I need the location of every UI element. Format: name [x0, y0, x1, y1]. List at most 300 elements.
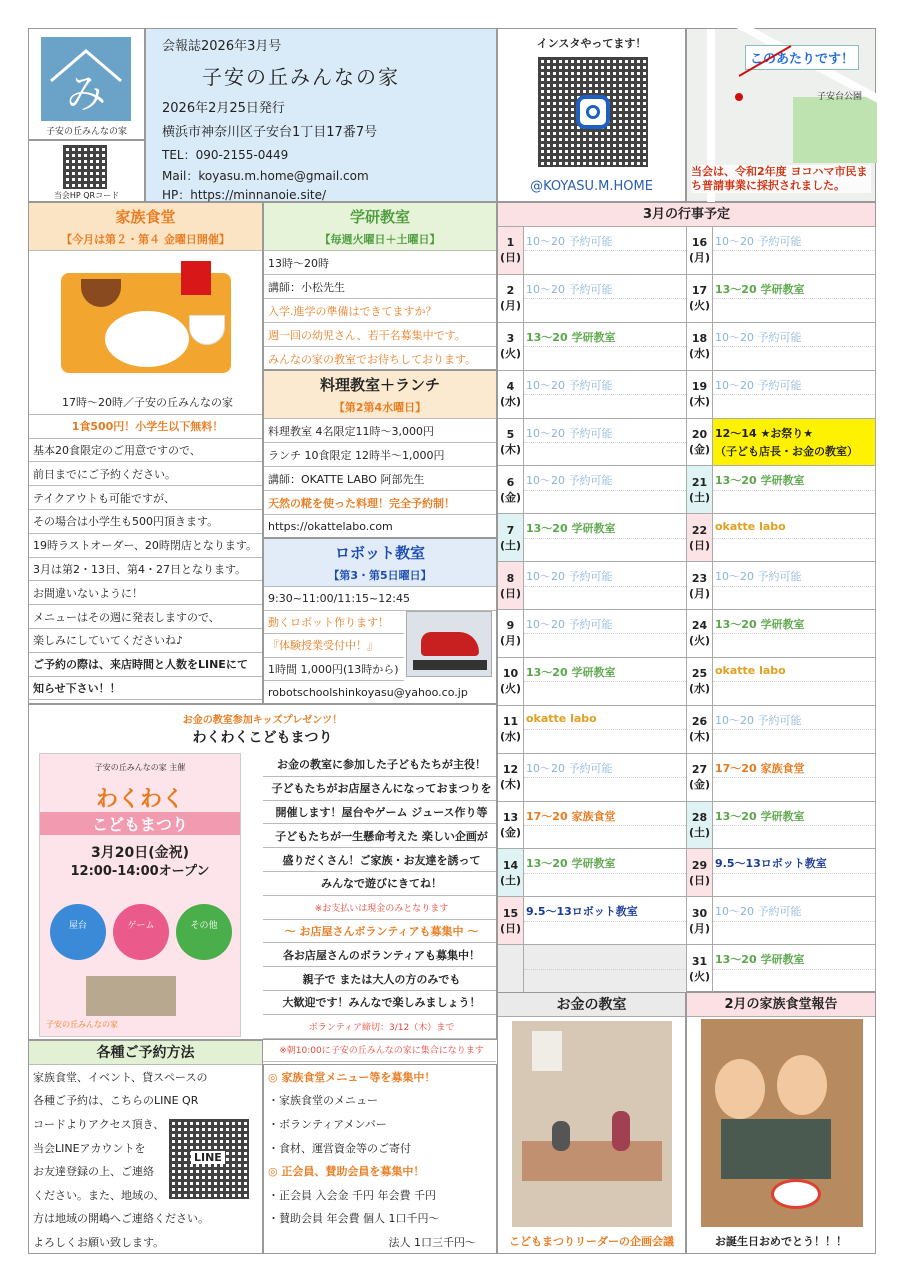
gakken-title: 学研教室 — [264, 203, 496, 231]
poster-circle-stall: 屋台 — [50, 904, 106, 960]
weekday: (木) — [688, 395, 711, 409]
weekday: (土) — [499, 538, 522, 552]
calendar-event: 13～20 学研教室 — [715, 282, 805, 296]
poster-date: 3月20日(金祝) — [90, 845, 190, 861]
date-number: 12 — [502, 763, 519, 777]
calendar-day-29 — [687, 849, 876, 897]
yoyaku-section — [28, 1040, 263, 1254]
date-number: 30 — [691, 906, 708, 920]
report-caption: お誕生日おめでとう！！！ — [715, 1235, 847, 1248]
okane-photo — [512, 1021, 672, 1227]
calendar-day-24 — [687, 610, 876, 658]
issue-label: 会報誌2026年3月号 — [162, 39, 282, 54]
org-title: 子安の丘みんなの家 — [202, 65, 400, 89]
calendar-event: 10～20 予約可能 — [715, 570, 802, 584]
calendar-date — [498, 227, 524, 274]
calendar-day-11 — [498, 706, 687, 754]
row-divider — [713, 681, 875, 682]
text-line: 盛りだくさん！ご家族・お友達を誘って — [263, 848, 496, 872]
weekday: (水) — [499, 395, 522, 409]
calendar-day-8 — [498, 562, 687, 610]
calendar-day-2 — [498, 275, 687, 323]
weekday: (金) — [499, 490, 522, 504]
weekday: (火) — [688, 969, 711, 983]
calendar-day-3 — [498, 323, 687, 371]
calendar-day-16 — [687, 227, 876, 275]
poster-org: 子安の丘みんなの家 主催 — [94, 763, 186, 772]
text-line: 法人 1口三千円～ — [388, 1235, 476, 1249]
calendar-date — [687, 706, 713, 753]
calendar-day-28 — [687, 802, 876, 850]
poster-circle-game: ゲーム — [113, 904, 169, 960]
row-divider — [524, 873, 686, 874]
calendar-date — [687, 371, 713, 418]
calendar-event: 9.5～13ロボット教室 — [526, 905, 638, 919]
plate-icon — [105, 311, 189, 367]
date-number: 24 — [691, 619, 708, 633]
calendar-day-5 — [498, 419, 687, 467]
date-number: 23 — [691, 571, 708, 585]
report-section — [686, 992, 876, 1254]
calendar-event-sub: （子ども店長・お金の教室） — [715, 444, 858, 458]
date-number: 8 — [506, 571, 515, 585]
calendar-event: 10～20 予約可能 — [715, 235, 802, 248]
text-line: 料理教室 4名限定11時～3,000円 — [264, 419, 496, 443]
calendar-event: 10～20 予約可能 — [526, 618, 613, 631]
text-line: 開催します！屋台やゲーム ジュース作り等 — [263, 801, 496, 825]
row-divider — [713, 250, 875, 251]
weekday: (火) — [688, 634, 711, 648]
okane-title: お金の教室 — [498, 993, 685, 1017]
weekday: (土) — [499, 873, 522, 887]
date-number: 4 — [506, 380, 515, 394]
weekday: (月) — [688, 921, 711, 935]
text-line: 子どもたちが一生懸命考えた 楽しい企画が — [263, 824, 496, 848]
text-line: 1食500円！小学生以下無料！ — [29, 415, 262, 439]
date-number: 17 — [691, 284, 708, 298]
row-divider — [524, 681, 686, 682]
date-number: 2 — [506, 284, 515, 298]
calendar-date — [498, 419, 524, 466]
map-park-area — [793, 97, 877, 163]
kazoku-title: 家族食堂 — [29, 203, 262, 231]
svg-text:み: み — [66, 71, 106, 117]
row-divider — [524, 633, 686, 634]
text-line: コードよりアクセス頂き、 — [33, 1117, 165, 1131]
date-number: 11 — [502, 715, 519, 729]
date-number: 29 — [691, 858, 708, 872]
weekday: (日) — [499, 586, 522, 600]
row-divider — [524, 586, 686, 587]
text-line: ボランティア締切：3/12（木）まで — [263, 1015, 496, 1039]
date-number: 18 — [691, 332, 708, 346]
row-divider — [713, 969, 875, 970]
text-line[interactable]: robotschoolshinkoyasu@yahoo.co.jp — [264, 681, 496, 705]
row-divider — [713, 394, 875, 395]
calendar-day-14 — [498, 849, 687, 897]
calendar-day-13 — [498, 802, 687, 850]
text-line: ～ お店屋さんボランティアも募集中 ～ — [263, 920, 496, 944]
calendar-date — [687, 466, 713, 513]
weekday: (木) — [688, 730, 711, 744]
row-divider — [713, 346, 875, 347]
date-number: 6 — [506, 475, 515, 489]
row-divider — [713, 729, 875, 730]
row-divider — [524, 969, 686, 970]
weekday: (水) — [688, 347, 711, 361]
text-line: 週一回の幼児さん、若干名募集中です。 — [264, 323, 496, 347]
text-line: https://okattelabo.com — [264, 515, 496, 539]
calendar-day-19 — [687, 371, 876, 419]
address: 横浜市神奈川区子安台1丁目17番7号 — [162, 125, 378, 140]
birthday-cake-icon — [771, 1179, 821, 1209]
poster-title2: こどもまつり — [40, 812, 240, 835]
calendar-day-15 — [498, 897, 687, 945]
calendar-event: 10～20 予約可能 — [526, 474, 613, 488]
text-line: 13時～20時 — [264, 251, 496, 275]
kazoku-section — [28, 202, 263, 704]
row-divider — [524, 346, 686, 347]
calendar-event: 13～20 学研教室 — [526, 665, 616, 679]
calendar-day-9 — [498, 610, 687, 658]
calendar-event: okatte labo — [526, 711, 597, 725]
date-number: 13 — [502, 810, 519, 824]
text-line: 『体験授業受付中！』 — [264, 634, 404, 658]
weekday: (火) — [688, 299, 711, 313]
text-line: ご予約の際は、来店時間と人数をLINEにて — [29, 653, 262, 677]
weekday: (木) — [499, 442, 522, 456]
okane-caption: こどもまつりリーダーの企画会議 — [509, 1235, 674, 1248]
weekday: (金) — [688, 442, 711, 456]
weekday: (土) — [688, 490, 711, 504]
ryouri-title: 料理教室＋ランチ — [264, 371, 496, 399]
hp-qr-caption: 当会HP QRコード — [53, 191, 120, 200]
calendar-event: 10～20 予約可能 — [526, 761, 613, 775]
text-line: 3月は第2・13日、第4・27日となります。 — [29, 558, 262, 582]
calendar-event: 13～20 学研教室 — [715, 474, 805, 488]
text-line: その場合は小学生も500円頂きます。 — [29, 510, 262, 534]
calendar-day-7 — [498, 514, 687, 562]
calendar-date — [498, 610, 524, 657]
text-line: 19時ラストオーダー、20時閉店となります。 — [29, 534, 262, 558]
text-line: 楽しみにしていてくださいね♪ — [29, 629, 262, 653]
calendar-event: 12～14 ★お祭り★ — [715, 426, 814, 440]
date-number: 28 — [691, 810, 708, 824]
text-line: 大歓迎です！みんなで楽しみましょう！ — [263, 991, 496, 1015]
text-line: 親子で または大人の方のみでも — [263, 967, 496, 991]
weekday: (土) — [688, 825, 711, 839]
calendar-event: 13～20 学研教室 — [715, 809, 805, 823]
calendar-date — [498, 562, 524, 609]
calendar-event: 9.5～13ロボット教室 — [715, 857, 827, 871]
map-park-label: 子安台公園 — [817, 92, 863, 102]
text-line: 天然の糀を使った料理！完全予約制！ — [264, 491, 496, 515]
robot-section — [263, 538, 497, 704]
hp-qr-code[interactable] — [63, 145, 107, 189]
calendar-date — [687, 945, 713, 992]
calendar-day-12 — [498, 754, 687, 802]
calendar-event: 13～20 学研教室 — [526, 330, 616, 344]
date-number: 31 — [691, 954, 708, 968]
calendar-title: 3月の行事予定 — [498, 203, 875, 227]
calendar-event: 13～20 学研教室 — [526, 522, 616, 536]
calendar-date — [498, 658, 524, 705]
text-line: 17時～20時／子安の丘みんなの家 — [29, 391, 262, 415]
calendar-day-17 — [687, 275, 876, 323]
calendar-event: 10～20 予約可能 — [715, 378, 802, 392]
calendar-date — [687, 658, 713, 705]
hp-qr-block — [28, 140, 145, 202]
calendar-event: 10～20 予約可能 — [715, 905, 802, 919]
calendar-day-6 — [498, 466, 687, 514]
text-line: 方は地域の開嶋へご連絡ください。 — [33, 1212, 209, 1226]
calendar-event: 17～20 家族食堂 — [526, 809, 616, 823]
robot-subtitle: 【第3・第5日曜日】 — [264, 567, 496, 587]
calendar-day-23 — [687, 562, 876, 610]
weekday: (水) — [688, 682, 711, 696]
curry-bowl-icon — [81, 279, 121, 307]
robot-title: ロボット教室 — [264, 539, 496, 567]
matsuri-poster — [39, 753, 241, 1037]
calendar-date — [687, 323, 713, 370]
row-divider — [713, 298, 875, 299]
weekday: (月) — [688, 586, 711, 600]
calendar-day-10 — [498, 658, 687, 706]
date-number: 14 — [502, 858, 519, 872]
text-line: 子どもたちがお店屋さんになっておまつりを — [263, 777, 496, 801]
map-callout: このあたりです！ — [745, 45, 859, 70]
calendar-event: 10～20 予約可能 — [526, 570, 613, 584]
weekday: (水) — [499, 730, 522, 744]
calendar-day-21 — [687, 466, 876, 514]
calendar-section — [497, 202, 876, 992]
row-divider — [713, 825, 875, 826]
ryouri-section — [263, 370, 497, 538]
text-line: ください。また、地域の、 — [33, 1188, 165, 1202]
weekday: (月) — [688, 251, 711, 265]
weekday: (月) — [499, 299, 522, 313]
insta-title: インスタやってます！ — [536, 37, 647, 50]
text-line: 前日までにご予約ください。 — [29, 462, 262, 486]
row-divider — [524, 442, 686, 443]
weekday: (日) — [499, 921, 522, 935]
row-divider — [713, 586, 875, 587]
gakken-section — [263, 202, 497, 370]
date-number: 16 — [691, 236, 708, 250]
date-number: 19 — [691, 380, 708, 394]
row-divider — [713, 490, 875, 491]
row-divider — [713, 538, 875, 539]
text-line: 当会LINEアカウントを — [33, 1141, 146, 1155]
poster-circle-other: その他 — [176, 904, 232, 960]
map-block — [686, 28, 876, 202]
calendar-event: 10～20 予約可能 — [526, 426, 613, 440]
mail[interactable]: Mail：koyasu.m.home@gmail.com — [162, 169, 369, 183]
row-divider — [713, 633, 875, 634]
text-line: ◎ 正会員、賛助会員を募集中！ — [268, 1165, 425, 1179]
calendar-date — [498, 514, 524, 561]
date-number: 20 — [691, 427, 708, 441]
calendar-day-18 — [687, 323, 876, 371]
text-line: 知らせ下さい！！ — [29, 677, 262, 701]
text-line: 基本20食限定のご用意ですので、 — [29, 439, 262, 463]
text-line: 各お店屋さんのボランティアも募集中！ — [263, 943, 496, 967]
text-line: お間違いないように！ — [29, 581, 262, 605]
text-line: ランチ 10食限定 12時半～1,000円 — [264, 443, 496, 467]
text-line: テイクアウトも可能ですが、 — [29, 486, 262, 510]
logo-text: 子安の丘みんなの家 — [45, 127, 127, 137]
instagram-icon — [576, 95, 610, 129]
text-line: ・食材、運営資金等のご寄付 — [268, 1141, 411, 1155]
date-number: 1 — [506, 236, 515, 250]
date-number: 22 — [691, 523, 708, 537]
weekday: (火) — [499, 347, 522, 361]
text-line: 家族食堂、イベント、貸スペースの — [33, 1070, 208, 1084]
gakken-subtitle: 【毎週火曜日＋土曜日】 — [264, 231, 496, 251]
calendar-date — [498, 802, 524, 849]
row-divider — [524, 250, 686, 251]
matsuri-kicker: お金の教室参加キッズプレゼンツ！ — [182, 715, 343, 726]
poster-photo — [86, 976, 176, 1016]
date-number: 25 — [691, 667, 708, 681]
calendar-day-4 — [498, 371, 687, 419]
insta-handle[interactable]: @KOYASU.M.HOME — [530, 179, 653, 194]
calendar-event: 10～20 予約可能 — [715, 713, 802, 727]
calendar-day-31 — [687, 945, 876, 993]
calendar-date — [498, 371, 524, 418]
boshu-section — [263, 1064, 497, 1254]
text-line: 入学.進学の準備はできてますか？ — [264, 299, 496, 323]
text-line: 9:30~11:00/11:15~12:45 — [264, 587, 496, 611]
calendar-date — [498, 945, 524, 992]
row-divider — [524, 921, 686, 922]
text-line: ※朝10:00に子安の丘みんなの家に集合になります — [263, 1039, 496, 1063]
hp-link[interactable]: HP：https://minnanoie.site/ — [162, 188, 327, 202]
calendar-day-27 — [687, 754, 876, 802]
location-pin-icon — [735, 93, 743, 101]
ryouri-subtitle: 【第2第4水曜日】 — [264, 399, 496, 419]
okane-section — [497, 992, 686, 1254]
calendar-event: 13～20 学研教室 — [715, 618, 805, 631]
date-number: 15 — [502, 906, 519, 920]
calendar-day-30 — [687, 897, 876, 945]
row-divider — [713, 921, 875, 922]
calendar-event: 10～20 予約可能 — [715, 330, 802, 344]
calendar-day-1 — [498, 227, 687, 275]
calendar-date — [498, 849, 524, 896]
row-divider — [713, 777, 875, 778]
calendar-date — [498, 275, 524, 322]
matsuri-title: わくわくこどもまつり — [192, 730, 333, 746]
calendar-date — [687, 275, 713, 322]
calendar-date — [687, 849, 713, 896]
text-line: お金の教室に参加した子どもたちが主役！ — [263, 753, 496, 777]
weekday: (木) — [499, 778, 522, 792]
text-line: ・家族食堂のメニュー — [268, 1094, 378, 1108]
date-number: 7 — [506, 523, 515, 537]
calendar-day-empty — [498, 945, 687, 993]
calendar-date — [687, 610, 713, 657]
text-line: みんなの家の教室でお待ちしております。 — [264, 347, 496, 371]
house-logo-icon — [41, 37, 131, 121]
calendar-date — [687, 897, 713, 944]
weekday: (金) — [499, 825, 522, 839]
text-line: みんなで遊びにきてね！ — [263, 872, 496, 896]
text-line: ※お支払いは現金のみとなります — [263, 896, 496, 920]
robot-dinosaur-icon — [421, 632, 479, 656]
header-info — [145, 28, 497, 202]
line-qr-label: LINE — [191, 1151, 225, 1164]
text-line: 動くロボット作ります！ — [264, 611, 404, 635]
calendar-event: 10～20 予約可能 — [526, 282, 613, 296]
tel: TEL：090-2155-0449 — [162, 148, 289, 162]
date-number: 10 — [502, 667, 519, 681]
calendar-event: okatte labo — [715, 663, 786, 677]
logo-block — [28, 28, 145, 140]
calendar-date — [687, 227, 713, 274]
text-line: ・ボランティアメンバー — [268, 1117, 387, 1131]
text-line: 講師：小松先生 — [264, 275, 496, 299]
text-line: メニューはその週に発表しますので、 — [29, 605, 262, 629]
row-divider — [524, 729, 686, 730]
calendar-day-25 — [687, 658, 876, 706]
row-divider — [524, 538, 686, 539]
calendar-event: 10～20 予約可能 — [526, 235, 613, 248]
calendar-date — [687, 754, 713, 801]
weekday: (日) — [688, 538, 711, 552]
row-divider — [524, 825, 686, 826]
text-line: 講師：OKATTE LABO 阿部先生 — [264, 467, 496, 491]
drink-box-icon — [181, 261, 211, 295]
date-number: 9 — [506, 619, 515, 633]
weekday: (日) — [499, 251, 522, 265]
weekday: (日) — [688, 873, 711, 887]
poster-footer: 子安の丘みんなの家 — [46, 1020, 118, 1029]
date-number: 5 — [506, 427, 515, 441]
calendar-event: okatte labo — [715, 520, 786, 534]
instagram-block — [497, 28, 686, 202]
date-number: 26 — [691, 715, 708, 729]
poster-title1: わくわく — [95, 787, 184, 812]
calendar-date — [687, 562, 713, 609]
row-divider — [713, 873, 875, 874]
date-number: 21 — [691, 475, 708, 489]
calendar-date — [687, 802, 713, 849]
calendar-day-22 — [687, 514, 876, 562]
calendar-date — [498, 466, 524, 513]
calendar-event: 10～20 予約可能 — [526, 378, 613, 392]
weekday: (金) — [688, 778, 711, 792]
calendar-date — [498, 706, 524, 753]
date-number: 3 — [506, 332, 515, 346]
issue-date: 2026年2月25日発行 — [162, 101, 285, 116]
weekday: (月) — [499, 634, 522, 648]
calendar-event: 13～20 学研教室 — [715, 953, 805, 967]
row-divider — [524, 777, 686, 778]
calendar-event: 13～20 学研教室 — [526, 857, 616, 871]
text-line: ・賛助会員 年会費 個人 1口千円～ — [268, 1212, 440, 1226]
text-line: 各種ご予約は、こちらのLINE QR — [33, 1094, 199, 1108]
text-line: お友達登録の上、ご連絡 — [33, 1165, 154, 1179]
date-number: 27 — [691, 763, 708, 777]
row-divider — [524, 490, 686, 491]
calendar-date — [498, 754, 524, 801]
text-line: 1時間 1,000円(13時から) — [264, 658, 404, 682]
report-photo — [701, 1019, 863, 1227]
text-line: よろしくお願い致します。 — [33, 1235, 165, 1249]
calendar-day-26 — [687, 706, 876, 754]
kazoku-subtitle: 【今月は第２・第４ 金曜日開催】 — [29, 231, 262, 251]
